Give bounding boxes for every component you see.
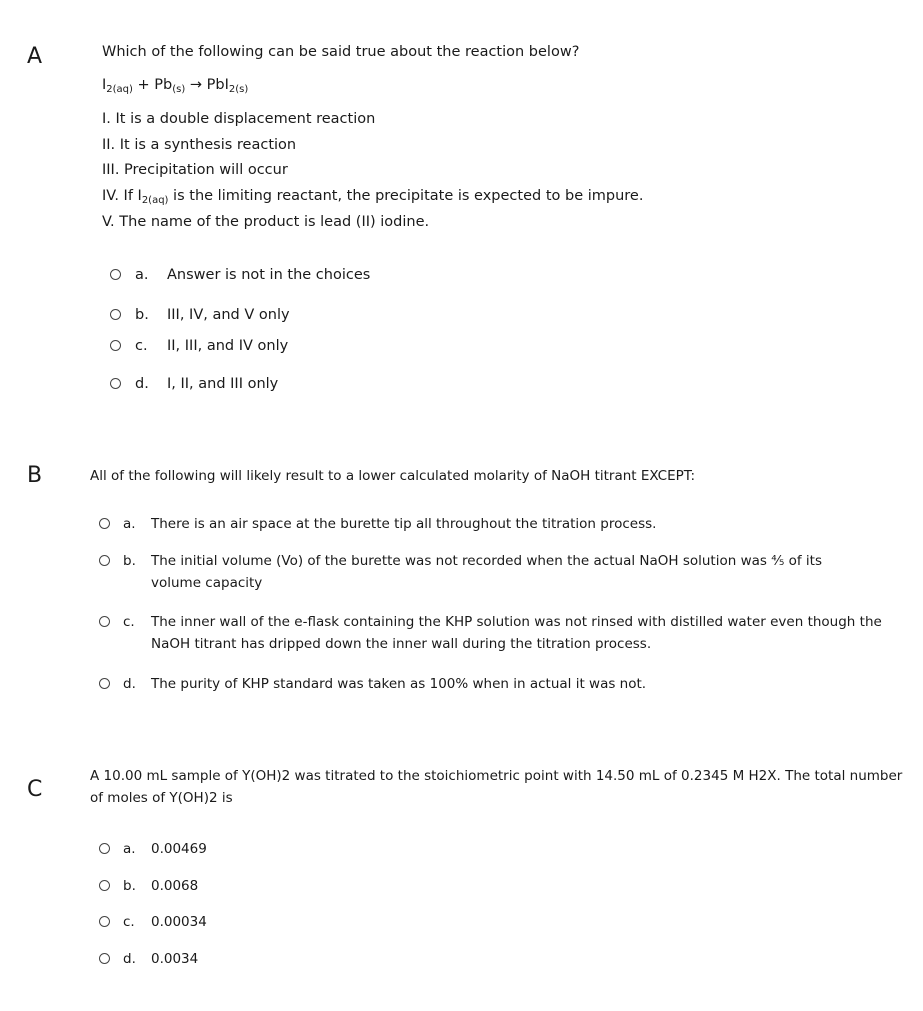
option-letter: d. bbox=[135, 376, 149, 392]
radio-button[interactable] bbox=[110, 340, 121, 351]
option-label: 0.0034 bbox=[151, 951, 199, 967]
question-b-text: All of the following will likely result to a lower calculated molarity of NaOH titrant EXCEPT: bbox=[90, 468, 696, 484]
radio-button[interactable] bbox=[99, 953, 110, 964]
radio-button[interactable] bbox=[110, 378, 121, 389]
reactant-lead: Pb bbox=[154, 77, 173, 93]
option-letter: c. bbox=[135, 338, 148, 354]
statement-4: IV. If $I_{2(aq)}$ is the limiting reactant, the precipitate is expected to be impure. bbox=[102, 188, 644, 206]
option-label: There is an air space at the burette tip all throughout the titration process. bbox=[151, 516, 657, 532]
section-letter-b: B bbox=[27, 463, 43, 488]
section-letter-c: C bbox=[27, 777, 43, 802]
option-a-d[interactable] bbox=[110, 373, 278, 395]
option-letter: d. bbox=[123, 676, 136, 692]
option-label: III, IV, and V only bbox=[167, 307, 290, 323]
option-letter: b. bbox=[123, 878, 136, 894]
radio-button[interactable] bbox=[99, 555, 110, 566]
question-a-text: Which of the following can be said true about the reaction below? bbox=[102, 44, 580, 60]
option-c-a[interactable] bbox=[99, 838, 207, 860]
option-letter: a. bbox=[135, 267, 149, 283]
radio-button[interactable] bbox=[99, 880, 110, 891]
radio-button[interactable] bbox=[99, 843, 110, 854]
statement-1: I. It is a double displacement reaction bbox=[102, 111, 376, 127]
statement-3: III. Precipitation will occur bbox=[102, 162, 288, 178]
reactant-iodine: I bbox=[102, 77, 107, 93]
option-letter: a. bbox=[123, 516, 136, 532]
option-b-c[interactable] bbox=[99, 611, 909, 655]
statement-5: V. The name of the product is lead (II) iodine. bbox=[102, 214, 430, 230]
option-label: II, III, and IV only bbox=[167, 338, 289, 354]
option-letter: c. bbox=[123, 914, 135, 930]
option-a-a[interactable] bbox=[110, 264, 370, 286]
option-c-d[interactable] bbox=[99, 948, 198, 970]
radio-button[interactable] bbox=[110, 309, 121, 320]
radio-button[interactable] bbox=[110, 269, 121, 280]
option-label: The purity of KHP standard was taken as 100% when in actual it was not. bbox=[151, 676, 647, 692]
radio-button[interactable] bbox=[99, 678, 110, 689]
reaction-equation: $I_{2(aq)} + Pb_{(s)} \to PbI_{2(s)}$ bbox=[102, 77, 249, 95]
option-label: The inner wall of the e-flask containing the KHP solution was not rinsed with distilled water even though the NaOH titrant has dripped down the inner wall during the titration process. bbox=[151, 614, 882, 652]
radio-button[interactable] bbox=[99, 616, 110, 627]
product-lead-iodide: PbI bbox=[206, 77, 229, 93]
option-b-a[interactable] bbox=[99, 513, 909, 535]
option-label: 0.0068 bbox=[151, 878, 199, 894]
option-letter: b. bbox=[135, 307, 149, 323]
option-letter: d. bbox=[123, 951, 136, 967]
reaction-arrow: → bbox=[185, 77, 207, 93]
statement-2: II. It is a synthesis reaction bbox=[102, 137, 297, 153]
option-label: I, II, and III only bbox=[167, 376, 279, 392]
option-label: Answer is not in the choices bbox=[167, 267, 371, 283]
option-letter: a. bbox=[123, 841, 136, 857]
question-c-text: A 10.00 mL sample of Y(OH)2 was titrated to the stoichiometric point with 14.50 mL of 0.2345 M H2X. The total number of moles of Y(OH)2 is bbox=[90, 768, 903, 806]
option-label: The initial volume (Vo) of the burette was not recorded when the actual NaOH solution was ⅘ of its volume capacity bbox=[151, 553, 822, 591]
option-label: 0.00034 bbox=[151, 914, 207, 930]
option-label: 0.00469 bbox=[151, 841, 207, 857]
option-b-d[interactable] bbox=[99, 673, 909, 695]
option-letter: b. bbox=[123, 553, 136, 569]
option-b-b[interactable] bbox=[99, 550, 889, 594]
radio-button[interactable] bbox=[99, 916, 110, 927]
option-a-c[interactable] bbox=[110, 335, 288, 357]
option-a-b[interactable] bbox=[110, 304, 290, 326]
option-c-b[interactable] bbox=[99, 875, 198, 897]
option-c-c[interactable] bbox=[99, 911, 207, 933]
section-letter-a: A bbox=[27, 44, 43, 69]
option-letter: c. bbox=[123, 614, 135, 630]
radio-button[interactable] bbox=[99, 518, 110, 529]
